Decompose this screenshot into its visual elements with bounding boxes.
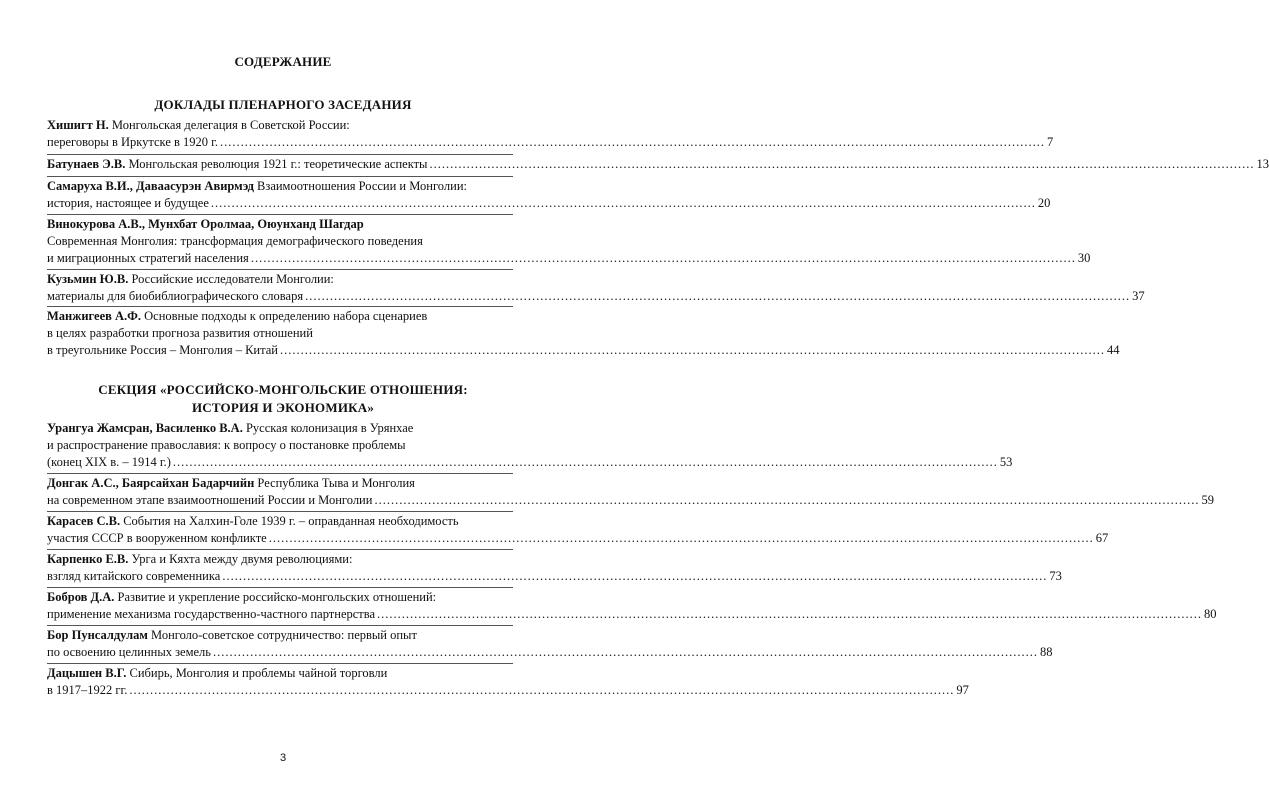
entry-author: Карасев С.В.	[47, 514, 121, 528]
entry-page: 80	[1204, 607, 1217, 621]
entry-title-cont: и распространение православия: к вопросу о постановке проблемы	[47, 438, 406, 452]
entry-title-cont: в 1917–1922 гг.	[47, 683, 128, 697]
leader-dots: ........................................................................................................................................................................................................	[429, 157, 1255, 171]
entry-page: 59	[1201, 493, 1214, 507]
entry-title: Сибирь, Монголия и проблемы чайной торговли	[126, 666, 388, 680]
toc-entry[interactable]	[47, 178, 1051, 212]
entry-divider	[47, 154, 513, 155]
entry-title: Взаимоотношения России и Монголии:	[253, 179, 467, 193]
entry-author: Винокурова А.В., Мунхбат Оролмаа, Оюунханд Шагдар	[47, 217, 364, 231]
toc-entry[interactable]	[47, 513, 1109, 547]
leader-dots: ........................................................................................................................................................................................................	[374, 493, 1200, 507]
entry-title-cont: и миграционных стратегий населения	[47, 251, 249, 265]
entry-author: Дацышен В.Г.	[47, 666, 127, 680]
toc-entry[interactable]	[47, 589, 1217, 623]
leader-dots: ........................................................................................................................................................................................................	[212, 645, 1038, 659]
leader-dots: ........................................................................................................................................................................................................	[377, 607, 1203, 621]
entry-title-cont: на современном этапе взаимоотношений России и Монголии	[47, 493, 373, 507]
entry-page: 53	[999, 455, 1013, 469]
entry-title: Российские исследователи Монголии:	[128, 272, 334, 286]
entry-author: Карпенко Е.В.	[47, 552, 129, 566]
entry-page: 37	[1132, 289, 1145, 303]
entry-divider	[47, 473, 513, 474]
page-title: СОДЕРЖАНИЕ	[234, 54, 332, 69]
entry-author: Донгак А.С., Баярсайхан Бадарчийн	[47, 476, 255, 490]
entry-page: 88	[1039, 645, 1053, 659]
section-heading-plenary: ДОКЛАДЫ ПЛЕНАРНОГО ЗАСЕДАНИЯ	[154, 97, 412, 112]
entry-divider	[47, 511, 513, 512]
entry-divider	[47, 549, 513, 550]
entry-page: 30	[1077, 251, 1091, 265]
toc-entry[interactable]	[47, 475, 1214, 509]
entry-title-cont: переговоры в Иркутске в 1920 г.	[47, 135, 218, 149]
toc-entry[interactable]	[47, 216, 1091, 267]
section-heading-relations-cont: ИСТОРИЯ И ЭКОНОМИКА»	[191, 400, 375, 415]
leader-dots: ........................................................................................................................................................................................................	[268, 531, 1094, 545]
entry-title-cont: взгляд китайского современника	[47, 569, 221, 583]
toc-entry[interactable]	[47, 271, 1145, 305]
entry-title: Монгольская революция 1921 г.: теоретические аспекты	[125, 157, 428, 171]
leader-dots: ........................................................................................................................................................................................................	[129, 683, 955, 697]
toc-entry[interactable]	[47, 627, 1053, 661]
toc-entry[interactable]	[47, 308, 1120, 359]
entry-divider	[47, 176, 513, 177]
entry-page: 20	[1037, 196, 1051, 210]
entry-title-cont: материалы для биобиблиографического словаря	[47, 289, 304, 303]
toc-entry[interactable]	[47, 117, 1054, 151]
entry-page: 67	[1095, 531, 1109, 545]
leader-dots: ........................................................................................................................................................................................................	[219, 135, 1045, 149]
entry-author: Хишигт Н.	[47, 118, 109, 132]
entry-page: 44	[1106, 343, 1120, 357]
leader-dots: ........................................................................................................................................................................................................	[210, 196, 1036, 210]
entry-page: 7	[1046, 135, 1054, 149]
entry-title: Урга и Кяхта между двумя революциями:	[128, 552, 353, 566]
entry-title: Развитие и укрепление российско-монгольских отношений:	[114, 590, 437, 604]
entry-author: Бор Пунсалдулам	[47, 628, 148, 642]
toc-entry[interactable]	[47, 551, 1062, 585]
entry-title-cont: (конец XIX в. – 1914 г.)	[47, 455, 171, 469]
entry-title: Монгольская делегация в Советской России:	[108, 118, 350, 132]
entry-title: Монголо-советское сотрудничество: первый опыт	[147, 628, 417, 642]
toc-entry[interactable]	[47, 420, 1013, 471]
page-number: 3	[279, 752, 287, 764]
entry-author: Манжигеев А.Ф.	[47, 309, 142, 323]
entry-title-cont: в треугольнике Россия – Монголия – Китай	[47, 343, 278, 357]
entry-page: 97	[956, 683, 969, 697]
entry-author: Батунаев Э.В.	[47, 157, 126, 171]
entry-author: Урангуа Жамсран, Василенко В.А.	[47, 421, 243, 435]
entry-divider	[47, 214, 513, 215]
entry-divider	[47, 663, 513, 664]
leader-dots: ........................................................................................................................................................................................................	[305, 289, 1131, 303]
entry-divider	[47, 587, 513, 588]
entry-divider	[47, 306, 513, 307]
entry-title: Русская колонизация в Урянхае	[242, 421, 414, 435]
entry-title-cont: по освоению целинных земель	[47, 645, 211, 659]
entry-page: 13	[1256, 157, 1269, 171]
leader-dots: ........................................................................................................................................................................................................	[250, 251, 1076, 265]
leader-dots: ........................................................................................................................................................................................................	[172, 455, 998, 469]
entry-title-cont: история, настоящее и будущее	[47, 196, 209, 210]
entry-title-cont: участия СССР в вооруженном конфликте	[47, 531, 267, 545]
entry-author: Кузьмин Ю.В.	[47, 272, 129, 286]
leader-dots: ........................................................................................................................................................................................................	[279, 343, 1105, 357]
entry-title-cont: применение механизма государственно-частного партнерства	[47, 607, 376, 621]
toc-entry[interactable]	[47, 665, 969, 699]
toc-entry[interactable]	[47, 156, 1269, 173]
entry-title: События на Халхин-Голе 1939 г. – оправданная необходимость	[120, 514, 459, 528]
leader-dots: ........................................................................................................................................................................................................	[222, 569, 1048, 583]
entry-page: 73	[1049, 569, 1062, 583]
section-heading-relations: СЕКЦИЯ «РОССИЙСКО-МОНГОЛЬСКИЕ ОТНОШЕНИЯ:	[98, 382, 468, 397]
entry-divider	[47, 269, 513, 270]
entry-title-cont: в целях разработки прогноза развития отношений	[47, 326, 313, 340]
entry-title: Современная Монголия: трансформация демографического поведения	[47, 234, 423, 248]
entry-title: Основные подходы к определению набора сценариев	[141, 309, 428, 323]
entry-divider	[47, 625, 513, 626]
entry-author: Самаруха В.И., Даваасурэн Авирмэд	[47, 179, 254, 193]
entry-title: Республика Тыва и Монголия	[254, 476, 415, 490]
entry-author: Бобров Д.А.	[47, 590, 115, 604]
